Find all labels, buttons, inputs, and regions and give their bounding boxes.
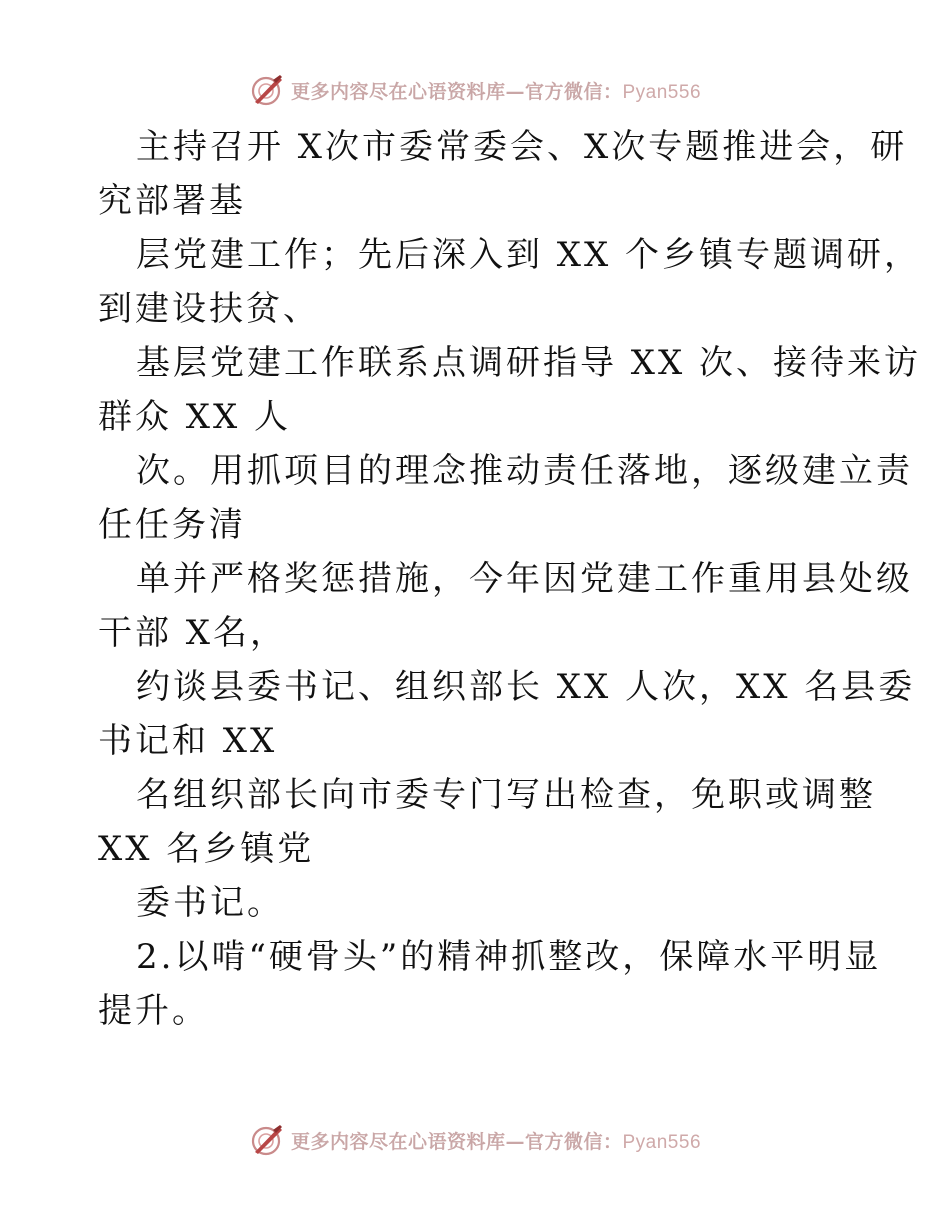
watermark-banner-bottom (0, 1120, 950, 1160)
section-heading-line: 2.以啃“硬骨头”的精神抓整改，保障水平明显 (136, 937, 882, 977)
paragraph-line: 究部署基 (98, 181, 246, 221)
watermark-banner-top (0, 70, 950, 110)
paragraph-line: 约谈县委书记、组织部长 XX 人次，XX 名县委 (136, 667, 916, 707)
document-body (98, 120, 922, 1038)
quill-pen-logo-icon (249, 1122, 285, 1158)
paragraph-line: 到建设扶贫、 (98, 289, 320, 329)
paragraph-line: 书记和 XX (98, 721, 278, 761)
paragraph-line: 名组织部长向市委专门写出检查，免职或调整 (136, 775, 876, 815)
paragraph-line: 委书记。 (136, 883, 284, 923)
paragraph-line: 层党建工作；先后深入到 XX 个乡镇专题调研， (136, 235, 922, 275)
paragraph-line: 主持召开 X次市委常委会、X次专题推进会，研 (136, 127, 908, 167)
paragraph-line: XX 名乡镇党 (98, 829, 315, 869)
paragraph-line: 群众 XX 人 (98, 397, 292, 437)
paragraph-line: 次。用抓项目的理念推动责任落地，逐级建立责 (136, 451, 913, 491)
section-heading-line: 提升。 (98, 991, 209, 1031)
paragraph-line: 任任务清 (98, 505, 246, 545)
paragraph-line: 单并严格奖惩措施，今年因党建工作重用县处级 (136, 559, 913, 599)
watermark-text: 更多内容尽在心语资料库—官方微信：Pyan556 (290, 1130, 702, 1153)
watermark-text: 更多内容尽在心语资料库—官方微信：Pyan556 (290, 80, 702, 103)
quill-pen-logo-icon (249, 72, 285, 108)
paragraph-line: 基层党建工作联系点调研指导 XX 次、接待来访 (136, 343, 922, 383)
paragraph-line: 干部 X名， (98, 613, 288, 653)
